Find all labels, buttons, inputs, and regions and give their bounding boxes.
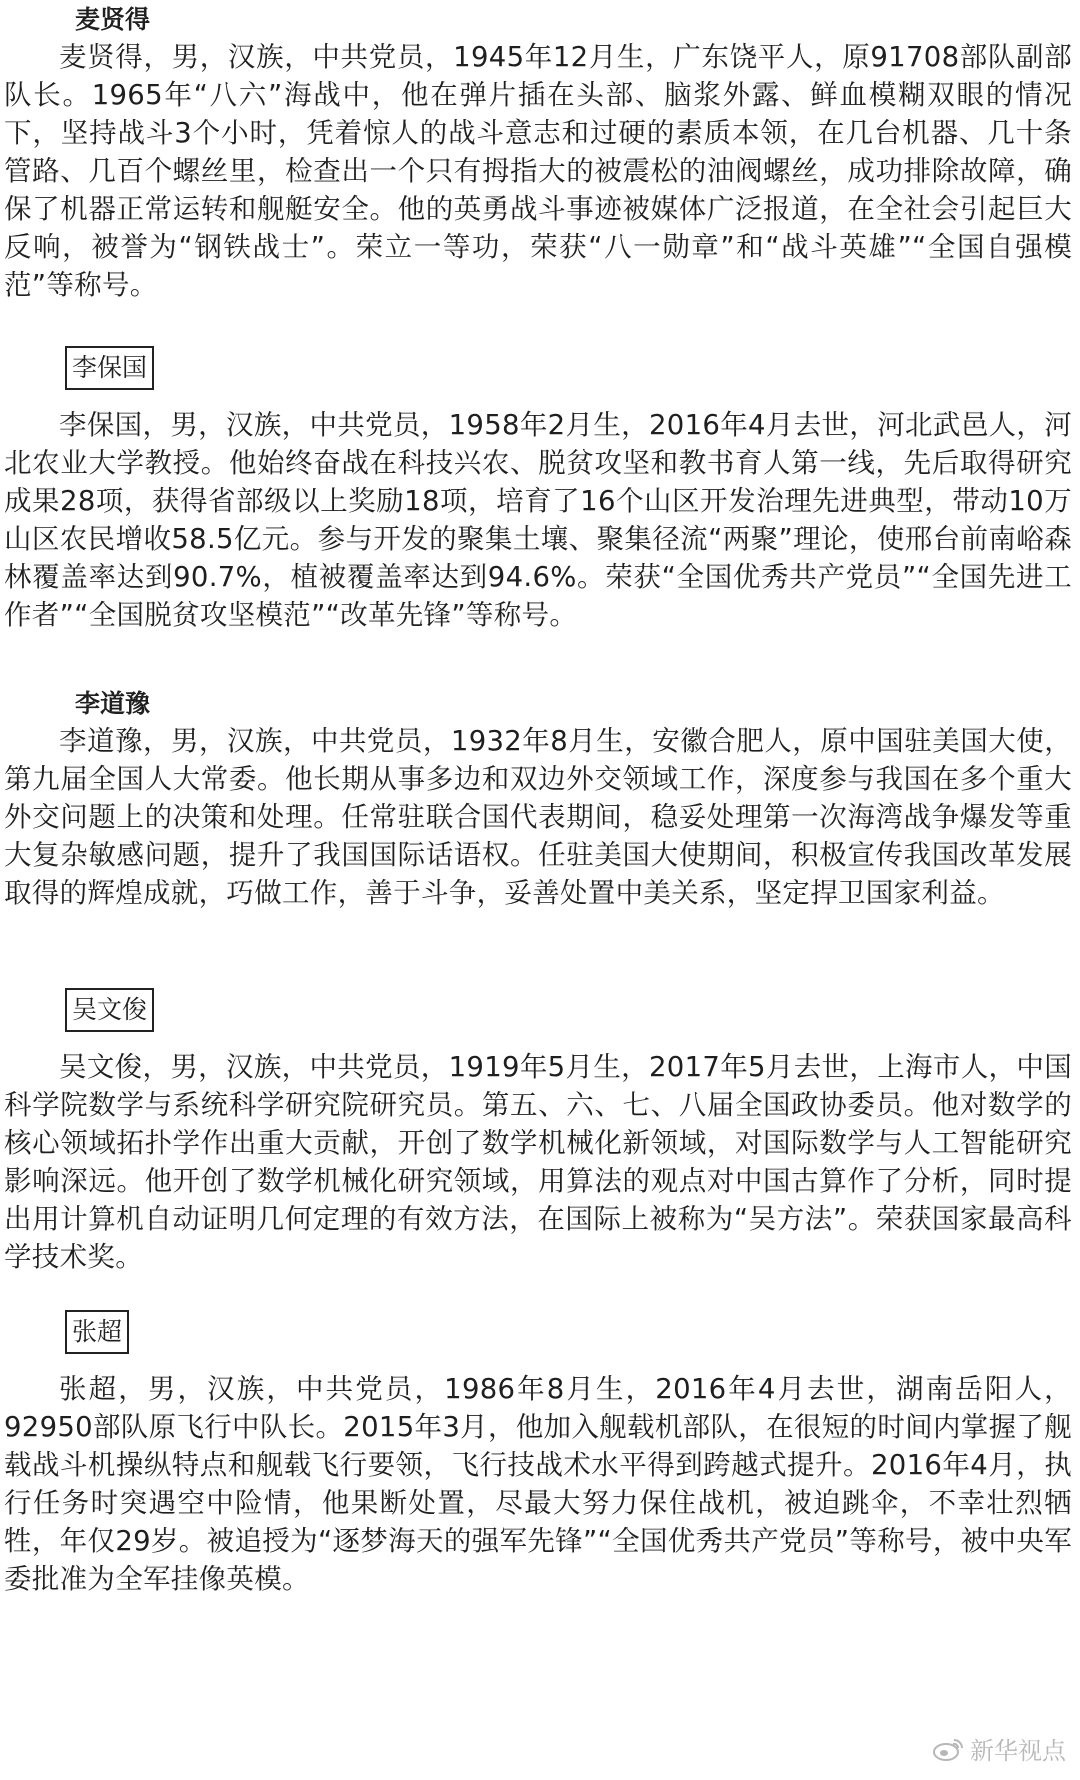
watermark-text: 新华视点 — [970, 1737, 1066, 1765]
entry-paragraph: 李道豫，男，汉族，中共党员，1932年8月生，安徽合肥人，原中国驻美国大使，第九届全国人大常委。他长期从事多边和双边外交领域工作，深度参与我国在多个重大外交问题上的决策和处理。任常驻联合国代表期间，稳妥处理第一次海湾战争爆发等重大复杂敏感问题，提升了我国国际话语权。任驻美国大使期间，积极宣传我国改革发展取得的辉煌成就，巧做工作，善于斗争，妥善处置中美关系，坚定捍卫国家利益。 — [4, 725, 1072, 909]
entry-paragraph: 李保国，男，汉族，中共党员，1958年2月生，2016年4月去世，河北武邑人，河北农业大学教授。他始终奋战在科技兴农、脱贫攻坚和教书育人第一线，先后取得研究成果28项，获得省部级以上奖励18项，培育了16个山区开发治理先进典型，带动10万山区农民增收58.5亿元。参与开发的聚集土壤、聚集径流“两聚”理论，使邢台前南峪森林覆盖率达到90.7%，植被覆盖率达到94.6%。荣获“全国优秀共产党员”“全国先进工作者”“全国脱贫攻坚模范”“改革先锋”等称号。 — [4, 409, 1072, 631]
watermark — [932, 1731, 1066, 1766]
entry-paragraph: 吴文俊，男，汉族，中共党员，1919年5月生，2017年5月去世，上海市人，中国科学院数学与系统科学研究院研究员。第五、六、七、八届全国政协委员。他对数学的核心领域拓扑学作出重大贡献，开创了数学机械化新领域，对国际数学与人工智能研究影响深远。他开创了数学机械化研究领域，用算法的观点对中国古算作了分析，同时提出用计算机自动证明几何定理的有效方法，在国际上被称为“吴方法”。荣获国家最高科学技术奖。 — [4, 1051, 1072, 1273]
entry-paragraph: 张超，男，汉族，中共党员，1986年8月生，2016年4月去世，湖南岳阳人，92950部队原飞行中队长。2015年3月，他加入舰载机部队，在很短的时间内掌握了舰载战斗机操纵特点和舰载飞行要领，飞行技战术水平得到跨越式提升。2016年4月，执行任务时突遇空中险情，他果断处置，尽最大努力保住战机，被迫跳伞，不幸壮烈牺牲，年仅29岁。被追授为“逐梦海天的强军先锋”“全国优秀共产党员”等称号，被中央军委批准为全军挂像英模。 — [4, 1373, 1072, 1595]
weibo-icon — [932, 1736, 964, 1762]
entry-name: 麦贤得 — [75, 5, 151, 34]
entry-name-boxed: 吴文俊 — [65, 988, 154, 1032]
entry-name: 李道豫 — [75, 689, 151, 718]
entry-paragraph: 麦贤得，男，汉族，中共党员，1945年12月生，广东饶平人，原91708部队副部队长。1965年“八六”海战中，他在弹片插在头部、脑浆外露、鲜血模糊双眼的情况下，坚持战斗3个小时，凭着惊人的战斗意志和过硬的素质本领，在几台机器、几十条管路、几百个螺丝里，检查出一个只有拇指大的被震松的油阀螺丝，成功排除故障，确保了机器正常运转和舰艇安全。他的英勇战斗事迹被媒体广泛报道，在全社会引起巨大反响，被誉为“钢铁战士”。荣立一等功，荣获“八一勋章”和“战斗英雄”“全国自强模范”等称号。 — [4, 41, 1072, 301]
entry-name-boxed: 李保国 — [65, 346, 154, 390]
entry-name-boxed: 张超 — [65, 1310, 129, 1354]
